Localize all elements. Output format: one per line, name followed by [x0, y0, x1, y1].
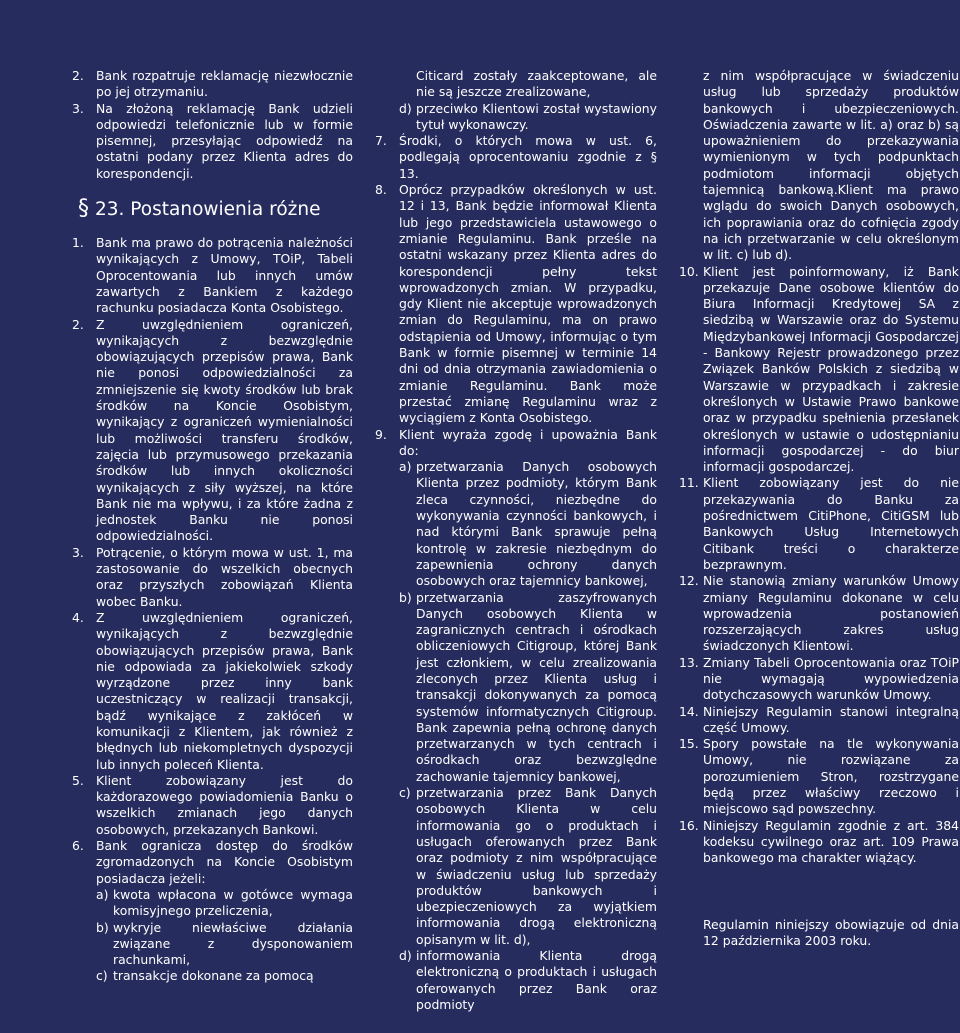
item-text: Z uwzględnieniem ograniczeń, wynikających z bezwzględnie obowiązujących przepisów prawa, Bank nie ponosi odpowiedzialności za zmniejszenie się kwoty środków lub brak środków na Koncie Osobistym, wynikający z ograniczeń wymienialności lub możliwości transferu środków, zajęcia lub przymusowego przekazania środków lub innych okoliczności wynikających z siły wyższej, na które Bank nie ma wpływu, i za które żadna z jednostek Banku nie ponosi odpowiedzialności.: [96, 316, 353, 544]
item-body: [399, 68, 657, 133]
sub-letter: c): [399, 785, 411, 801]
list-item: [72, 773, 353, 838]
column-middle: [375, 68, 657, 1013]
list-item: [375, 133, 657, 182]
item-number: 15.: [679, 736, 699, 752]
sub-letter: a): [96, 886, 109, 902]
list-item: [72, 235, 353, 316]
sub-text: informowania Klienta drogą elektroniczną o produktach i usługach oferowanych przez Bank oraz podmioty: [416, 948, 657, 1012]
section-heading: [78, 198, 353, 221]
sub-text: przeciwko Klientowi został wystawiony tytuł wykonawczy.: [416, 100, 657, 132]
item-number: 3.: [72, 544, 84, 560]
sub-letter: b): [96, 919, 109, 935]
item-number: 10.: [679, 263, 699, 279]
list-item: [679, 475, 959, 573]
item-number: 2.: [72, 68, 84, 83]
item-text: Klient jest poinformowany, iż Bank przekazuje Dane osobowe klientów do Biura Informacji Kredytowej SA z siedzibą w Warszawie oraz do Systemu Międzybankowej Informacji Gospodarczej - Bankowy Rejestr prowadzonego przez Związek Banków Polskich z siedzibą w Warszawie w przypadkach i zakresie określonych w Ustawie Prawo bankowe oraz w przypadku spełnienia przesłanek określonych w ustawie o udostępnianiu informacji gospodarczej - do biur informacji gospodarczej.: [703, 263, 959, 475]
list-item: [679, 573, 959, 654]
list-item: [72, 101, 353, 182]
list-item: [679, 704, 959, 737]
list-item: [375, 182, 657, 426]
sub-item: [399, 948, 657, 1013]
item-number-spacer: [679, 68, 703, 264]
item-text: Bank rozpatruje reklamację niezwłocznie po jej otrzymaniu.: [96, 68, 353, 100]
item-number: 2.: [72, 316, 84, 332]
item-number: 9.: [375, 426, 387, 442]
list-item: [72, 68, 353, 101]
section-symbol: §: [78, 196, 89, 222]
item-number: 13.: [679, 654, 699, 670]
sub-item: [399, 785, 657, 948]
item-number: 8.: [375, 182, 387, 198]
sub-text: wykryje niewłaściwe działania związane z dysponowaniem rachunkami,: [113, 919, 353, 968]
list-item: [679, 818, 959, 867]
item-text: Niniejszy Regulamin zgodnie z art. 384 kodeksu cywilnego oraz art. 109 Prawa bankowego ma charakter wiążący.: [703, 817, 959, 866]
sub-item: [96, 968, 353, 984]
item-text: Na złożoną reklamację Bank udzieli odpowiedzi telefonicznie lub w formie pisemnej, przesyłając odpowiedź na ostatni podany przez Klienta adres do korespondencji.: [96, 100, 353, 181]
sub-item: [399, 101, 657, 134]
item-number-spacer: [375, 68, 399, 133]
closing-statement: Regulamin niniejszy obowiązuje od dnia 12 października 2003 roku.: [703, 916, 959, 948]
item-number: 11.: [679, 475, 699, 491]
list-item: [679, 655, 959, 704]
sub-text: Citicard zostały zaakceptowane, ale nie są jeszcze zrealizowane,: [416, 68, 657, 100]
item-text: Z uwzględnieniem ograniczeń, wynikających z bezwzględnie obowiązujących przepisów prawa, Bank nie odpowiada za jakiekolwiek szkody wyrządzone przez inny bank uczestniczący w realizacji transakcji, bądź wynikające z zakłóceń w komunikacji z Klientem, jak również z błędnych lub niekompletnych dyspozycji lub innych poleceń Klienta.: [96, 609, 353, 772]
sub-item: [399, 590, 657, 786]
item-text: Bank ogranicza dostęp do środków zgromadzonych na Koncie Osobistym posiadacza jeżeli:: [96, 838, 353, 886]
item-text: Potrącenie, o którym mowa w ust. 1, ma zastosowanie do wszelkich obecnych oraz przyszłych zobowiązań Klienta wobec Banku.: [96, 544, 353, 609]
list-item: [375, 68, 657, 133]
item-number: 14.: [679, 703, 699, 719]
item-number: 3.: [72, 100, 84, 116]
sub-item: [96, 887, 353, 920]
item-number: 12.: [679, 573, 699, 589]
list-item: [72, 838, 353, 985]
sub-letter: a): [399, 459, 412, 475]
section-title: 23. Postanowienia różne: [95, 199, 321, 221]
item-number: 5.: [72, 772, 84, 788]
list-item: [375, 427, 657, 1014]
sub-letter: c): [96, 968, 108, 984]
sub-text: przetwarzania zaszyfrowanych Danych osobowych Klienta w zagranicznych centrach i ośrodkach obliczeniowych Citigroup, której Bank jest członkiem, w celu zrealizowania zleconych przez Klienta usług i transakcji dokonywanych za pomocą systemów informatycznych Citigroup. Bank zapewnia pełną ochronę danych przetwarzanych w tych centrach i ośrodkach oraz bezwzględne zachowanie tajemnicy bankowej,: [416, 589, 657, 784]
sub-letter: b): [399, 589, 412, 605]
list-item: [72, 545, 353, 610]
sub-item: [96, 920, 353, 969]
item-body: [96, 838, 353, 985]
item-body: [399, 427, 657, 1014]
item-text: Bank ma prawo do potrącenia należności wynikających z Umowy, TOiP, Tabeli Oprocentowania lub innych umów zawartych z Bankiem z każdego rachunku posiadacza Konta Osobistego.: [96, 235, 353, 316]
list-item: [72, 317, 353, 545]
item-text: Klient wyraża zgodę i upoważnia Bank do:: [399, 426, 657, 458]
item-text: z nim współpracujące w świadczeniu usług lub sprzedaży produktów bankowych i ubezpieczeniowych. Oświadczenia zawarte w lit. a) oraz b) są upoważnieniem do przekazywania wymienionym w tych podpunktach podmiotom informacji objętych tajemnicą bankową.Klient ma prawo wglądu do swoich Danych osobowych, ich poprawiania oraz do cofnięcia zgody na ich przetwarzanie w celu określonym w lit. c) lub d).: [703, 68, 959, 263]
sub-letter: d): [399, 100, 412, 116]
sub-text: transakcje dokonane za pomocą: [113, 968, 314, 984]
item-text: Oprócz przypadków określonych w ust. 12 i 13, Bank będzie informował Klienta lub jego przedstawiciela ustawowego o zmianie Regulaminu. Bank prześle na ostatni wskazany przez Klienta adres do korespondencji pełny tekst wprowadzonych zmian. W przypadku, gdy Klient nie akceptuje wprowadzonych zmian do Regulaminu, ma on prawo odstąpienia od Umowy, informując o tym Bank w formie pisemnej w terminie 14 dni od dnia otrzymania zawiadomienia o zmianie Regulaminu. Bank może przestać zmianę Regulaminu wraz z wyciągiem z Konta Osobistego.: [399, 182, 657, 426]
item-text: Zmiany Tabeli Oprocentowania oraz TOiP nie wymagają wypowiedzenia dotychczasowych warunków Umowy.: [703, 654, 959, 703]
item-number: 16.: [679, 817, 699, 833]
sub-letter: d): [399, 948, 412, 964]
list-item: [679, 264, 959, 476]
item-number: 7.: [375, 133, 387, 149]
item-number: 6.: [72, 838, 84, 854]
column-left: [72, 68, 353, 985]
list-item: [679, 736, 959, 817]
sub-item: [399, 459, 657, 589]
list-item: [679, 68, 959, 264]
item-number: 1.: [72, 235, 84, 251]
column-right: [679, 68, 959, 949]
sub-item: [399, 68, 657, 101]
list-item: [72, 610, 353, 773]
item-number: 4.: [72, 609, 84, 625]
item-text: Środki, o których mowa w ust. 6, podlegają oprocentowaniu zgodnie z § 13.: [399, 133, 657, 181]
sub-text: przetwarzania przez Bank Danych osobowych Klienta w celu informowania go o produktach i usługach oferowanych przez Bank oraz podmioty z nim współpracujące w świadczeniu usług lub sprzedaży produktów bankowych i ubezpieczeniowych za wyjątkiem informowania drogą elektroniczną opisanym w lit. d),: [416, 785, 657, 947]
item-text: Spory powstałe na tle wykonywania Umowy, nie rozwiązane za porozumieniem Stron, rozstrzygane będą przez właściwy rzeczowo i miejscowo sąd powszechny.: [703, 736, 959, 817]
item-text: Nie stanowią zmiany warunków Umowy zmiany Regulaminu dokonane w celu wprowadzenia postanowień rozszerzających zakres usług świadczonych Klientowi.: [703, 573, 959, 654]
sub-letter-spacer: [399, 68, 416, 101]
sub-text: kwota wpłacona w gotówce wymaga komisyjnego przeliczenia,: [113, 886, 353, 919]
sub-text: przetwarzania Danych osobowych Klienta przez podmioty, którym Bank zleca czynności, niezbędne do wykonywania czynności bankowych, i nad którymi Bank sprawuje pełną kontrolę w zakresie niezbędnym do zapewnienia ochrony danych osobowych oraz tajemnicy bankowej,: [416, 459, 657, 589]
item-text: Klient zobowiązany jest do nie przekazywania do Banku za pośrednictwem CitiPhone, CitiGSM lub Bankowych Usług Internetowych Citibank treści o charakterze bezprawnym.: [703, 475, 959, 572]
item-text: Niniejszy Regulamin stanowi integralną część Umowy.: [703, 703, 959, 735]
item-text: Klient zobowiązany jest do każdorazowego powiadomienia Banku o wszelkich zmianach jego danych osobowych, przekazanych Bankowi.: [96, 772, 353, 837]
